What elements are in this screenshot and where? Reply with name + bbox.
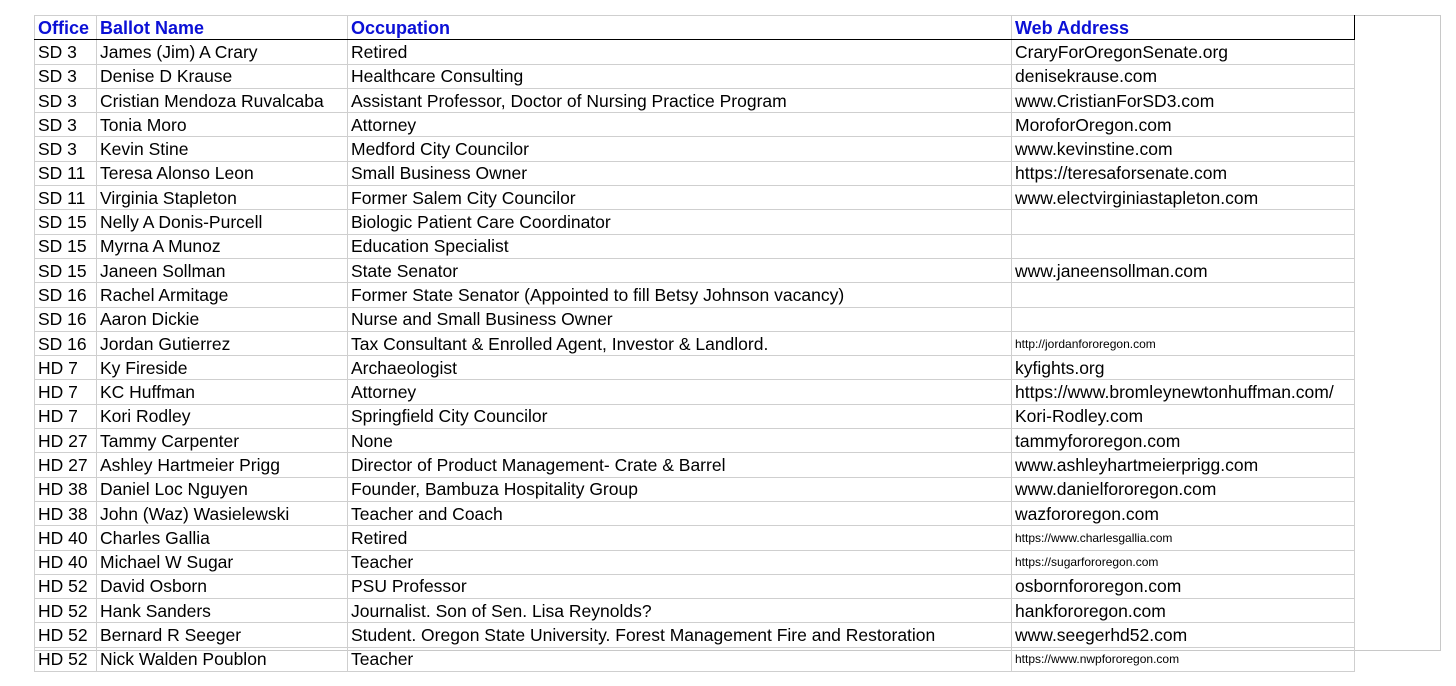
office-cell: HD 52 [35, 647, 97, 671]
table-row [35, 137, 1355, 161]
office-cell: SD 15 [35, 258, 97, 282]
web-address-cell: https://www.bromleynewtonhuffman.com/ [1012, 380, 1355, 404]
ballot-name-cell: Ashley Hartmeier Prigg [97, 453, 348, 477]
ballot-name-cell: Janeen Sollman [97, 258, 348, 282]
ballot-name-cell: Charles Gallia [97, 526, 348, 550]
occupation-cell: Medford City Councilor [348, 137, 1012, 161]
ballot-name-cell: Myrna A Munoz [97, 234, 348, 258]
occupation-cell: Retired [348, 40, 1012, 64]
table-row [35, 404, 1355, 428]
office-cell: HD 7 [35, 380, 97, 404]
occupation-cell: Teacher [348, 647, 1012, 671]
table-row [35, 186, 1355, 210]
web-address-cell: www.kevinstine.com [1012, 137, 1355, 161]
table-row [35, 501, 1355, 525]
office-cell: SD 3 [35, 64, 97, 88]
occupation-cell: Assistant Professor, Doctor of Nursing Practice Program [348, 88, 1012, 112]
web-address-cell [1012, 307, 1355, 331]
occupation-cell: Teacher [348, 550, 1012, 574]
occupation-cell: Former State Senator (Appointed to fill Betsy Johnson vacancy) [348, 283, 1012, 307]
occupation-cell: Biologic Patient Care Coordinator [348, 210, 1012, 234]
ballot-name-cell: Kevin Stine [97, 137, 348, 161]
ballot-name-cell: Denise D Krause [97, 64, 348, 88]
office-cell: SD 15 [35, 210, 97, 234]
table-row [35, 331, 1355, 355]
occupation-cell: Teacher and Coach [348, 501, 1012, 525]
web-address-cell: www.janeensollman.com [1012, 258, 1355, 282]
web-address-cell: denisekrause.com [1012, 64, 1355, 88]
web-address-cell: kyfights.org [1012, 356, 1355, 380]
office-cell: SD 3 [35, 40, 97, 64]
ballot-name-cell: Rachel Armitage [97, 283, 348, 307]
web-address-cell: MoroforOregon.com [1012, 113, 1355, 137]
table-row [35, 477, 1355, 501]
occupation-cell: Attorney [348, 113, 1012, 137]
ballot-name-cell: Bernard R Seeger [97, 623, 348, 647]
ballot-name-cell: James (Jim) A Crary [97, 40, 348, 64]
web-address-cell: CraryForOregonSenate.org [1012, 40, 1355, 64]
ballot-name-cell: Teresa Alonso Leon [97, 161, 348, 185]
table-row [35, 526, 1355, 550]
table-row [35, 40, 1355, 64]
web-address-cell: www.ashleyhartmeierprigg.com [1012, 453, 1355, 477]
table-row [35, 550, 1355, 574]
column-header-office: Office [35, 16, 97, 40]
occupation-cell: Director of Product Management- Crate & Barrel [348, 453, 1012, 477]
ballot-name-cell: Nick Walden Poublon [97, 647, 348, 671]
web-address-cell [1012, 234, 1355, 258]
web-address-cell [1012, 210, 1355, 234]
office-cell: HD 52 [35, 623, 97, 647]
table-row [35, 380, 1355, 404]
office-cell: SD 15 [35, 234, 97, 258]
office-cell: HD 7 [35, 356, 97, 380]
ballot-name-cell: Nelly A Donis-Purcell [97, 210, 348, 234]
office-cell: HD 52 [35, 599, 97, 623]
table-row [35, 453, 1355, 477]
web-address-cell: www.electvirginiastapleton.com [1012, 186, 1355, 210]
web-address-cell: https://www.nwpfororegon.com [1012, 647, 1355, 671]
occupation-cell: Small Business Owner [348, 161, 1012, 185]
table-row [35, 161, 1355, 185]
table-row [35, 210, 1355, 234]
ballot-name-cell: John (Waz) Wasielewski [97, 501, 348, 525]
ballot-name-cell: Tammy Carpenter [97, 429, 348, 453]
office-cell: HD 52 [35, 574, 97, 598]
ballot-name-cell: Hank Sanders [97, 599, 348, 623]
web-address-cell: osbornfororegon.com [1012, 574, 1355, 598]
office-cell: SD 16 [35, 283, 97, 307]
web-address-cell: https://teresaforsenate.com [1012, 161, 1355, 185]
occupation-cell: Healthcare Consulting [348, 64, 1012, 88]
web-address-cell: https://sugarfororegon.com [1012, 550, 1355, 574]
web-address-cell: tammyfororegon.com [1012, 429, 1355, 453]
table-row [35, 64, 1355, 88]
table-row [35, 429, 1355, 453]
office-cell: HD 40 [35, 526, 97, 550]
column-header-web-address: Web Address [1012, 16, 1355, 40]
web-address-cell: http://jordanfororegon.com [1012, 331, 1355, 355]
occupation-cell: Archaeologist [348, 356, 1012, 380]
table-body [35, 40, 1355, 672]
occupation-cell: Education Specialist [348, 234, 1012, 258]
table-row [35, 258, 1355, 282]
ballot-name-cell: Cristian Mendoza Ruvalcaba [97, 88, 348, 112]
occupation-cell: Nurse and Small Business Owner [348, 307, 1012, 331]
ballot-name-cell: David Osborn [97, 574, 348, 598]
office-cell: SD 3 [35, 137, 97, 161]
office-cell: HD 27 [35, 429, 97, 453]
table-row [35, 599, 1355, 623]
ballot-name-cell: Virginia Stapleton [97, 186, 348, 210]
office-cell: HD 7 [35, 404, 97, 428]
table-row [35, 647, 1355, 671]
occupation-cell: Journalist. Son of Sen. Lisa Reynolds? [348, 599, 1012, 623]
office-cell: SD 16 [35, 331, 97, 355]
web-address-cell [1012, 283, 1355, 307]
ballot-name-cell: KC Huffman [97, 380, 348, 404]
office-cell: SD 11 [35, 186, 97, 210]
table-row [35, 234, 1355, 258]
table-row [35, 113, 1355, 137]
occupation-cell: Retired [348, 526, 1012, 550]
ballot-name-cell: Daniel Loc Nguyen [97, 477, 348, 501]
office-cell: SD 3 [35, 113, 97, 137]
table-row [35, 88, 1355, 112]
occupation-cell: None [348, 429, 1012, 453]
header-row [35, 16, 1355, 40]
office-cell: HD 40 [35, 550, 97, 574]
table-row [35, 356, 1355, 380]
office-cell: HD 27 [35, 453, 97, 477]
web-address-cell: https://www.charlesgallia.com [1012, 526, 1355, 550]
office-cell: HD 38 [35, 477, 97, 501]
web-address-cell: www.seegerhd52.com [1012, 623, 1355, 647]
ballot-name-cell: Tonia Moro [97, 113, 348, 137]
web-address-cell: www.CristianForSD3.com [1012, 88, 1355, 112]
table-row [35, 623, 1355, 647]
occupation-cell: Student. Oregon State University. Forest Management Fire and Restoration [348, 623, 1012, 647]
ballot-name-cell: Aaron Dickie [97, 307, 348, 331]
ballot-name-cell: Jordan Gutierrez [97, 331, 348, 355]
office-cell: SD 11 [35, 161, 97, 185]
office-cell: SD 3 [35, 88, 97, 112]
candidates-table [34, 15, 1355, 672]
web-address-cell: wazfororegon.com [1012, 501, 1355, 525]
occupation-cell: State Senator [348, 258, 1012, 282]
occupation-cell: Springfield City Councilor [348, 404, 1012, 428]
occupation-cell: PSU Professor [348, 574, 1012, 598]
ballot-name-cell: Michael W Sugar [97, 550, 348, 574]
table-row [35, 283, 1355, 307]
ballot-name-cell: Ky Fireside [97, 356, 348, 380]
ballot-name-cell: Kori Rodley [97, 404, 348, 428]
office-cell: SD 16 [35, 307, 97, 331]
table-row [35, 307, 1355, 331]
occupation-cell: Founder, Bambuza Hospitality Group [348, 477, 1012, 501]
column-header-occupation: Occupation [348, 16, 1012, 40]
column-header-ballot-name: Ballot Name [97, 16, 348, 40]
web-address-cell: hankfororegon.com [1012, 599, 1355, 623]
web-address-cell: www.danielfororegon.com [1012, 477, 1355, 501]
table-row [35, 574, 1355, 598]
office-cell: HD 38 [35, 501, 97, 525]
occupation-cell: Former Salem City Councilor [348, 186, 1012, 210]
occupation-cell: Attorney [348, 380, 1012, 404]
web-address-cell: Kori-Rodley.com [1012, 404, 1355, 428]
occupation-cell: Tax Consultant & Enrolled Agent, Investor & Landlord. [348, 331, 1012, 355]
